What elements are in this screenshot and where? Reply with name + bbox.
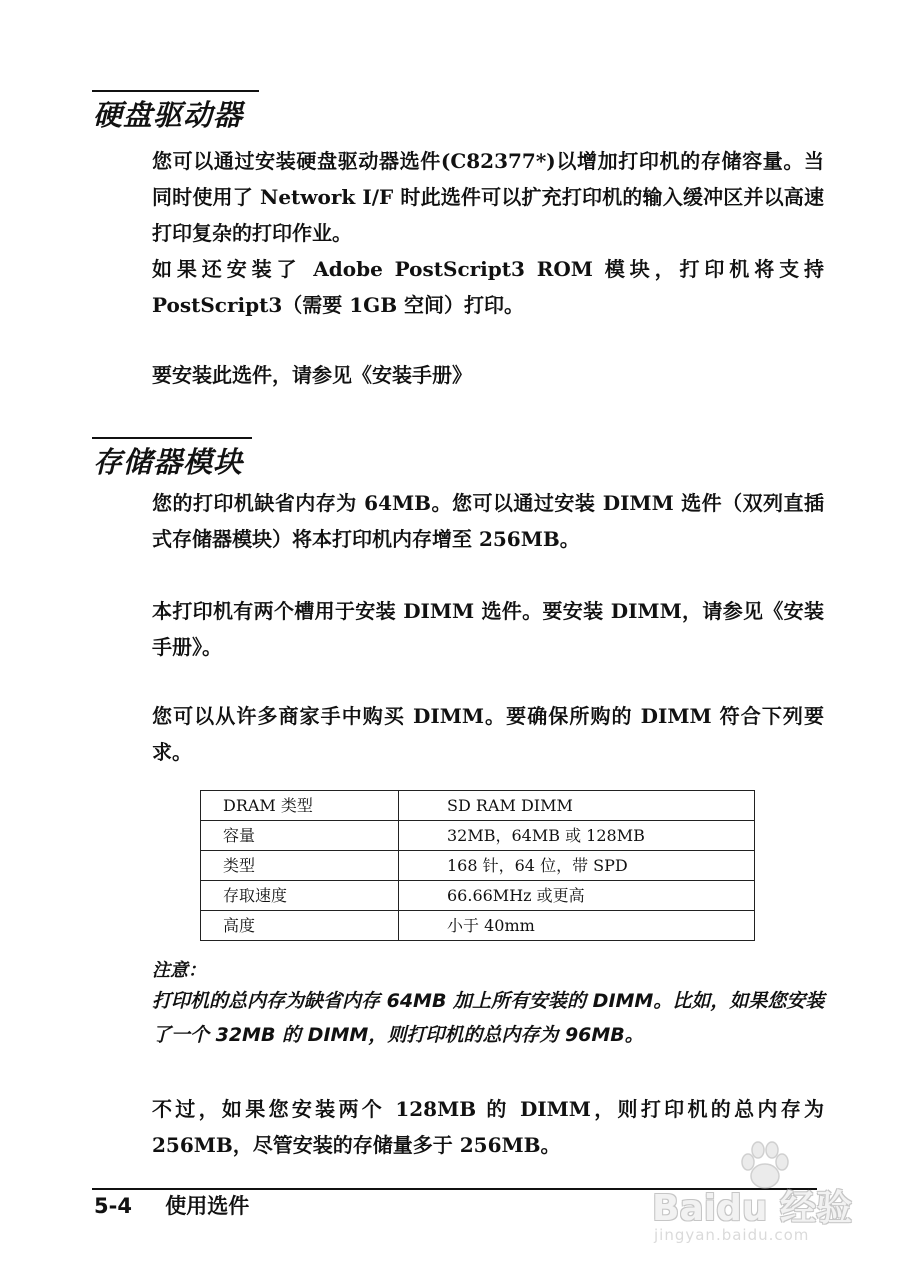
page-footer: [94, 1190, 249, 1220]
section-rule: [92, 437, 252, 439]
paragraph: 如果还安装了 Adobe PostScript3 ROM 模块，打印机将支持 PostScript3（需要 1GB 空间）打印。: [152, 257, 824, 317]
table-cell-value: 66.66MHz 或更高: [399, 881, 755, 911]
chapter-title: 使用选件: [165, 1194, 250, 1218]
paragraph: 您的打印机缺省内存为 64MB。您可以通过安装 DIMM 选件（双列直插式存储器模块）将本打印机内存增至 256MB。: [152, 491, 824, 551]
paragraph: 要安装此选件，请参见《安装手册》: [152, 363, 472, 387]
table-cell-value: 小于 40mm: [399, 911, 755, 941]
table-cell-label: 高度: [201, 911, 399, 941]
baidu-watermark: [648, 1138, 878, 1258]
table-row: [201, 851, 755, 881]
note-text: 打印机的总内存为缺省内存 64MB 加上所有安装的 DIMM。比如，如果您安装了一个 32MB 的 DIMM，则打印机的总内存为 96MB。: [152, 990, 825, 1046]
table-cell-label: 存取速度: [201, 881, 399, 911]
paragraph: 不过，如果您安装两个 128MB 的 DIMM，则打印机的总内存为 256MB，尽管安装的存储量多于 256MB。: [152, 1097, 824, 1157]
table-row: [201, 911, 755, 941]
watermark-brand: Baidu 经验: [652, 1188, 853, 1229]
paragraph: 您可以通过安装硬盘驱动器选件(C82377*)以增加打印机的存储容量。当同时使用了 Network I/F 时此选件可以扩充打印机的输入缓冲区并以高速打印复杂的打印作业。: [152, 149, 824, 245]
section-title-memory-module: 存储器模块: [93, 445, 244, 479]
table-cell-value: 168 针，64 位，带 SPD: [399, 851, 755, 881]
note-title: 注意：: [152, 960, 206, 981]
table-cell-label: DRAM 类型: [201, 791, 399, 821]
table-row: [201, 821, 755, 851]
table-row: [201, 791, 755, 821]
table-cell-value: SD RAM DIMM: [399, 791, 755, 821]
paragraph: 您可以从许多商家手中购买 DIMM。要确保所购的 DIMM 符合下列要求。: [152, 704, 824, 764]
section-title-hard-drive: 硬盘驱动器: [93, 98, 244, 132]
page-number: 5-4: [94, 1194, 132, 1218]
table-row: [201, 881, 755, 911]
paragraph: 本打印机有两个槽用于安装 DIMM 选件。要安装 DIMM，请参见《安装手册》。: [152, 599, 824, 659]
watermark-url: jingyan.baidu.com: [654, 1226, 810, 1244]
table-cell-label: 类型: [201, 851, 399, 881]
section-rule: [92, 90, 259, 92]
dimm-spec-table: [200, 790, 755, 941]
table-cell-value: 32MB，64MB 或 128MB: [399, 821, 755, 851]
table-cell-label: 容量: [201, 821, 399, 851]
